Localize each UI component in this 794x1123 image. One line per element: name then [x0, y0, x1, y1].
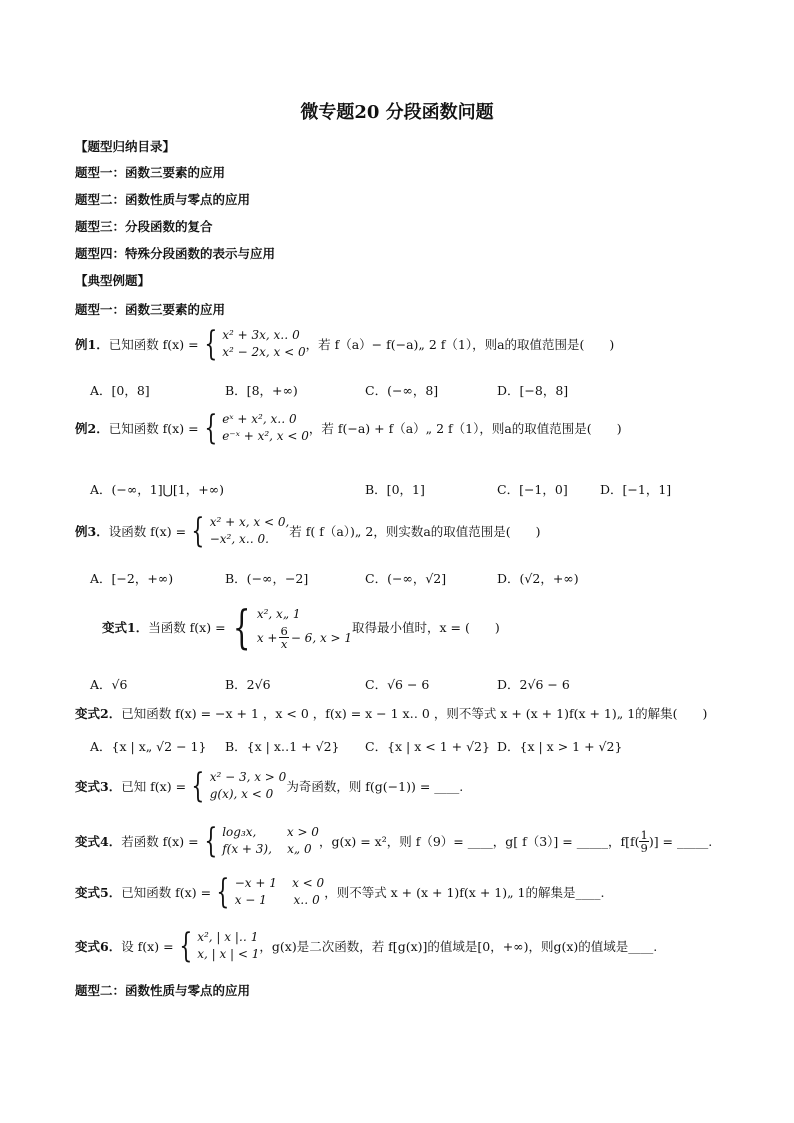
case-2-head: x + — [256, 630, 278, 645]
option-d: D．[−8，8] — [497, 383, 569, 398]
case-2: f(x + 3), x„ 0 — [222, 842, 312, 856]
variant-label: 变式5． — [75, 885, 122, 900]
variant-label: 变式6． — [75, 939, 122, 954]
example-pre: 已知函数 f(x) = — [108, 337, 199, 352]
variant-label: 变式2． — [75, 706, 122, 721]
frac-den: 9 — [640, 840, 648, 855]
variant-label: 变式4． — [75, 834, 122, 849]
option-b: B．2√6 — [225, 677, 271, 692]
page-title: 微专题20 分段函数问题 — [300, 102, 494, 123]
frac-num: 1 — [640, 827, 648, 842]
case-1: x², x„ 1 — [256, 607, 301, 621]
piecewise-brace: { x² + x, x < 0, −x², x‥ 0. — [191, 511, 290, 551]
option-b: B．[8，+∞) — [225, 383, 298, 398]
examples-heading: 【典型例题】 — [75, 273, 151, 288]
variant-4 — [75, 821, 713, 861]
variant-3 — [75, 766, 464, 806]
variant-label: 变式1． — [102, 619, 149, 635]
example-label: 例3． — [75, 524, 109, 539]
option-b: B．{x | x‥1 + √2} — [225, 739, 340, 754]
option-d: D．[−1，1] — [600, 482, 672, 497]
example-label: 例1． — [75, 337, 109, 352]
toc-item: 题型三：分段函数的复合 — [75, 219, 213, 234]
frac-den: x — [280, 637, 288, 651]
variant-pre: 若函数 f(x) = — [121, 834, 199, 849]
piecewise-brace: { −x + 1 x < 0 x − 1 x‥ 0 — [216, 872, 325, 912]
variant-post: 为奇函数，则 f(g(−1)) = ____. — [286, 779, 464, 794]
example-pre: 设函数 f(x) = — [108, 524, 187, 539]
example-1 — [75, 324, 615, 364]
option-a: A．√6 — [90, 677, 128, 692]
option-c: C．{x | x < 1 + √2} — [365, 739, 490, 754]
example-pre: 已知函数 f(x) = — [108, 421, 199, 436]
variant-pre: 设 f(x) = — [121, 939, 174, 954]
piecewise-brace: { x² + 3x, x‥ 0 x² − 2x, x < 0 — [203, 324, 306, 364]
variant-post: ，g(x)是二次函数，若 f[g(x)]的值域是[0，+∞)，则g(x)的值域是____. — [259, 939, 658, 954]
case-2: x − 1 x‥ 0 — [234, 893, 320, 907]
case-2: x, | x | < 1 — [197, 947, 260, 961]
case-1: x², | x |‥ 1 — [197, 930, 259, 944]
case-1: x² + x, x < 0, — [209, 515, 290, 529]
frac-num: 6 — [280, 624, 288, 638]
example-post: ，若 f(−a) + f（a）„ 2 f（1），则a的取值范围是( ) — [308, 421, 622, 436]
case-1: −x + 1 x < 0 — [234, 876, 325, 890]
option-d: D．(√2，+∞) — [497, 571, 579, 586]
variant-post-tail: )] = _____. — [648, 833, 713, 849]
variant-2 — [75, 704, 707, 722]
case-2: e⁻ˣ + x², x < 0 — [222, 429, 309, 443]
case-1: x² + 3x, x‥ 0 — [222, 328, 300, 342]
example-label: 例2． — [75, 421, 109, 436]
piecewise-brace: { x², | x |‥ 1 x, | x | < 1 — [178, 926, 260, 966]
option-c: C．[−1，0] — [497, 482, 568, 497]
variant-1 — [102, 599, 500, 654]
type2-heading: 题型二：函数性质与零点的应用 — [75, 983, 251, 998]
example-3 — [75, 511, 541, 551]
variant-pre: 当函数 f(x) = — [148, 619, 226, 635]
case-2: g(x), x < 0 — [209, 787, 274, 801]
variant-pre: 已知函数 f(x) = — [121, 885, 212, 900]
variant-label: 变式3． — [75, 779, 122, 794]
variant-post: ，g(x) = x²，则 f（9）= ____，g[ f（3）] = _____，f[f( — [318, 834, 640, 849]
case-2: x² − 2x, x < 0 — [222, 345, 306, 359]
variant-pre: 已知 f(x) = — [121, 779, 187, 794]
piecewise-brace: { x², x„ 1 x + $\frac{6}{x}$ − 6, x > 1 — [232, 599, 353, 654]
option-a: A．(−∞，1]⋃[1，+∞) — [90, 482, 224, 497]
variant-6 — [75, 926, 658, 966]
fraction — [279, 625, 288, 650]
case-1: log₃x, x > 0 — [222, 825, 319, 839]
case-2-tail: − 6, x > 1 — [290, 630, 353, 645]
option-a: A．[0，8] — [90, 383, 150, 398]
toc-item: 题型四：特殊分段函数的表示与应用 — [75, 246, 276, 261]
variant-post: ，则不等式 x + (x + 1)f(x + 1)„ 1的解集是____. — [324, 885, 605, 900]
piecewise-brace: { eˣ + x², x‥ 0 e⁻ˣ + x², x < 0 — [203, 408, 309, 448]
variant-text: 已知函数 f(x) = −x + 1 ，x < 0 ，f(x) = x − 1 x‥ 0 ，则不等式 x + (x + 1)f(x + 1)„ 1的解集( ) — [121, 706, 708, 721]
variant-5 — [75, 872, 605, 912]
case-2 — [257, 625, 352, 650]
option-c: C．√6 − 6 — [365, 677, 430, 692]
type1-heading: 题型一：函数三要素的应用 — [75, 302, 226, 317]
option-d: D．2√6 − 6 — [497, 677, 570, 692]
example-post: 若 f( f（a）)„ 2，则实数a的取值范围是( ) — [289, 524, 541, 539]
case-1: x² − 3, x > 0 — [209, 770, 287, 784]
piecewise-brace: { log₃x, x > 0 f(x + 3), x„ 0 — [203, 821, 319, 861]
fraction — [639, 829, 648, 854]
option-c: C．(−∞，8] — [365, 383, 439, 398]
option-b: B．(−∞，−2] — [225, 571, 309, 586]
toc-heading: 【题型归纳目录】 — [75, 139, 176, 154]
toc-item: 题型一：函数三要素的应用 — [75, 165, 226, 180]
option-d: D．{x | x > 1 + √2} — [497, 739, 623, 754]
piecewise-brace: { x² − 3, x > 0 g(x), x < 0 — [191, 766, 287, 806]
toc-item: 题型二：函数性质与零点的应用 — [75, 192, 251, 207]
variant-post: 取得最小值时，x = ( ) — [352, 619, 500, 635]
option-c: C．(−∞，√2] — [365, 571, 447, 586]
case-2: −x², x‥ 0. — [209, 532, 269, 546]
case-1: eˣ + x², x‥ 0 — [222, 412, 297, 426]
option-a: A．{x | x„ √2 − 1} — [90, 739, 207, 754]
option-b: B．[0，1] — [365, 482, 425, 497]
example-post: ，若 f（a）− f(−a)„ 2 f（1），则a的取值范围是( ) — [305, 337, 615, 352]
example-2 — [75, 408, 622, 448]
option-a: A．[−2，+∞) — [90, 571, 174, 586]
